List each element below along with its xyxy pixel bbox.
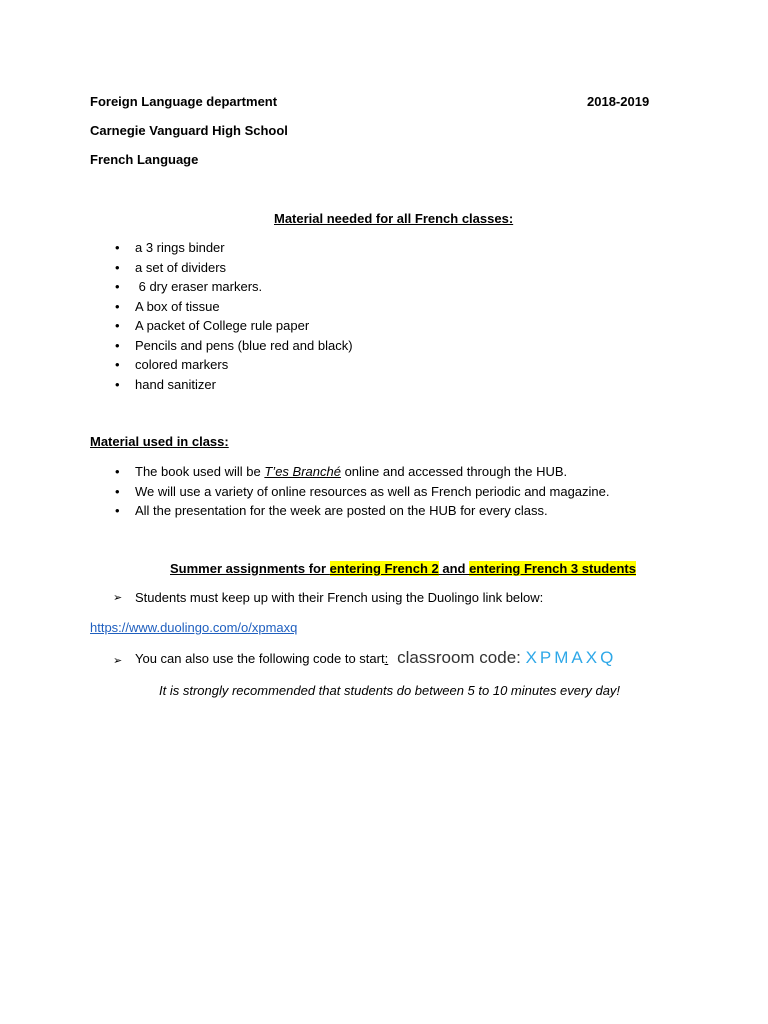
school-year: 2018-2019 — [587, 94, 650, 109]
list-item: • a set of dividers — [90, 258, 353, 278]
materials-needed-list — [90, 238, 353, 394]
department-label: Foreign Language department — [90, 94, 278, 109]
bullet-icon: • — [115, 464, 120, 479]
bullet-icon: • — [115, 503, 120, 518]
list-item: • colored markers — [90, 355, 353, 375]
highlight-french-2: entering French 2 — [329, 561, 439, 576]
list-item: • We will use a variety of online resources as well as French periodic and magazine. — [90, 482, 610, 502]
materials-needed-title: Material needed for all French classes: — [274, 211, 514, 226]
bullet-icon: • — [115, 240, 120, 255]
school-name: Carnegie Vanguard High School — [90, 123, 288, 138]
bullet-icon: • — [115, 318, 120, 333]
bullet-icon: • — [115, 376, 120, 392]
summer-assignments-title: Summer assignments for entering French 2 and entering French 3 students — [170, 561, 636, 576]
list-item: • A packet of College rule paper — [90, 316, 353, 336]
arrowhead-bullet-icon: ➢ — [113, 655, 123, 667]
bullet-icon: • — [115, 279, 120, 294]
bullet-icon: • — [115, 357, 120, 372]
list-item: • 6 dry eraser markers. — [90, 277, 353, 297]
list-item: • All the presentation for the week are posted on the HUB for every class. — [90, 501, 610, 521]
classroom-code-value: XPMAXQ — [525, 648, 617, 667]
classroom-code-line: You can also use the following code to start: classroom code: XPMAXQ — [135, 648, 617, 667]
bullet-icon: • — [115, 298, 120, 314]
subject-name: French Language — [90, 152, 199, 167]
list-item: • a 3 rings binder — [90, 238, 353, 258]
bullet-icon: • — [115, 483, 120, 499]
list-item: • hand sanitizer — [90, 375, 353, 395]
highlight-french-3: entering French 3 students — [469, 561, 636, 576]
classroom-code-label: classroom code: — [397, 648, 526, 667]
duolingo-instruction: Students must keep up with their French using the Duolingo link below: — [135, 590, 544, 605]
book-title: T’es Branché — [264, 464, 341, 479]
materials-used-list — [90, 462, 610, 521]
bullet-icon: • — [115, 337, 120, 353]
arrowhead-bullet-icon: ➢ — [113, 592, 123, 604]
duolingo-link[interactable]: https://www.duolingo.com/o/xpmaxq — [90, 620, 298, 635]
bullet-icon: • — [115, 259, 120, 275]
recommendation-note: It is strongly recommended that students do between 5 to 10 minutes every day! — [159, 683, 621, 698]
list-item: • The book used will be T’es Branché online and accessed through the HUB. — [90, 462, 610, 482]
materials-used-title: Material used in class: — [90, 434, 229, 449]
list-item: • Pencils and pens (blue red and black) — [90, 336, 353, 356]
list-item: • A box of tissue — [90, 297, 353, 317]
